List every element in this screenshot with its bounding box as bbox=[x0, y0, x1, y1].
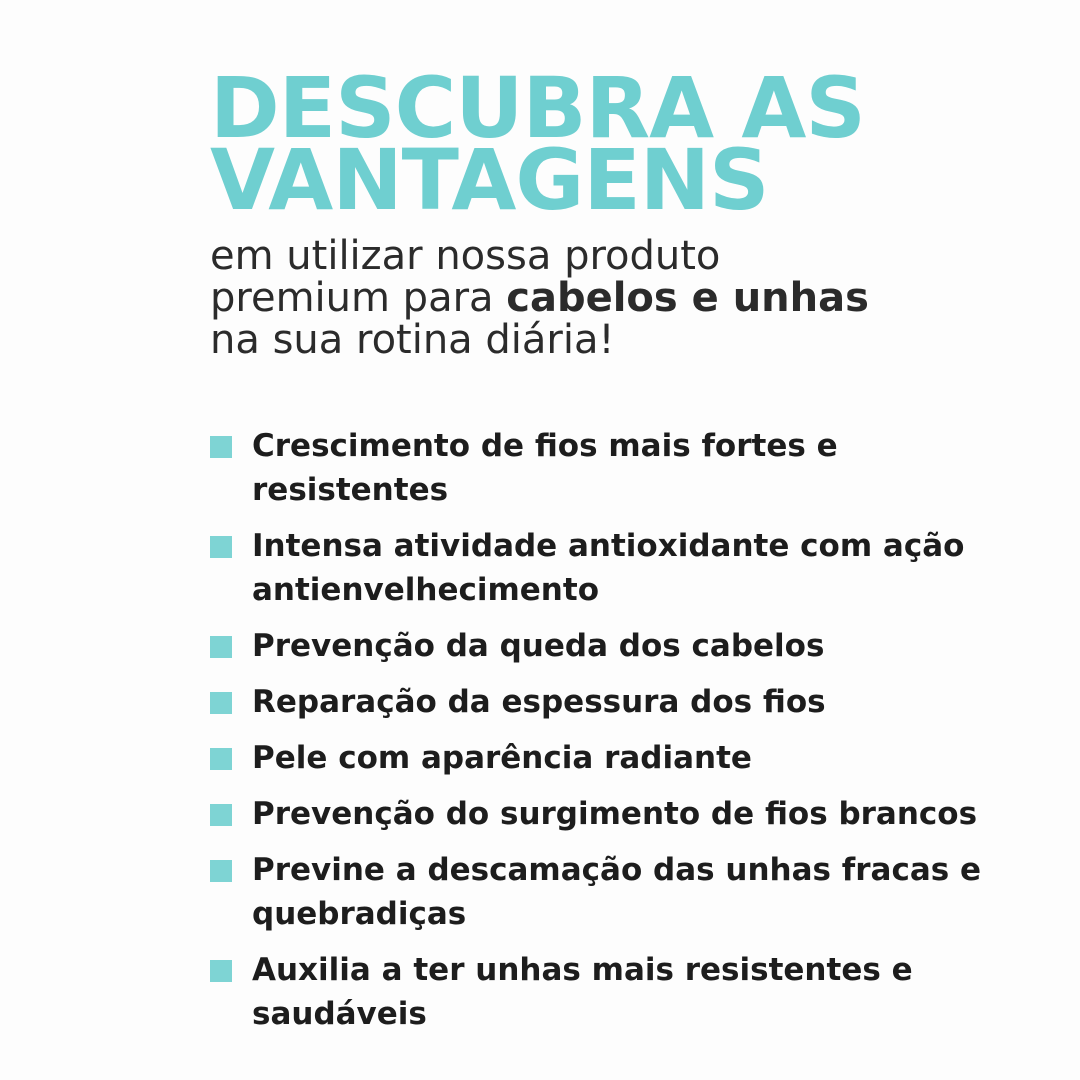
list-item bbox=[206, 948, 996, 1036]
benefits-list bbox=[206, 424, 996, 1048]
list-item-label: Reparação da espessura dos fios bbox=[252, 684, 826, 721]
square-bullet-icon bbox=[210, 860, 232, 882]
page-title bbox=[210, 59, 1030, 230]
list-item-label: Prevenção do surgimento de fios brancos bbox=[252, 796, 978, 833]
square-bullet-icon bbox=[210, 536, 232, 558]
square-bullet-icon bbox=[210, 960, 232, 982]
square-bullet-icon bbox=[210, 748, 232, 770]
subtitle bbox=[210, 233, 940, 363]
subtitle-line-1: em utilizar nossa produto bbox=[210, 233, 721, 279]
square-bullet-icon bbox=[210, 436, 232, 458]
page-title-line-1: DESCUBRA AS bbox=[210, 59, 865, 157]
subtitle-line-3: na sua rotina diária! bbox=[210, 317, 615, 363]
subtitle-line-2 bbox=[210, 275, 940, 321]
list-item bbox=[206, 624, 996, 668]
list-item-label: Pele com aparência radiante bbox=[252, 740, 752, 777]
list-item-label: Crescimento de fios mais fortes e resistentes bbox=[252, 428, 838, 509]
list-item-label: Intensa atividade antioxidante com ação antienvelhecimento bbox=[252, 528, 965, 609]
list-item bbox=[206, 792, 996, 836]
page-title-line-2: VANTAGENS bbox=[210, 131, 769, 230]
list-item bbox=[206, 424, 996, 512]
square-bullet-icon bbox=[210, 804, 232, 826]
list-item-label: Prevenção da queda dos cabelos bbox=[252, 628, 825, 665]
list-item-label: Previne a descamação das unhas fracas e quebradiças bbox=[252, 852, 982, 933]
list-item bbox=[206, 736, 996, 780]
list-item bbox=[206, 680, 996, 724]
square-bullet-icon bbox=[210, 692, 232, 714]
list-item-label: Auxilia a ter unhas mais resistentes e saudáveis bbox=[252, 952, 913, 1033]
list-item bbox=[206, 524, 996, 612]
list-item bbox=[206, 848, 996, 936]
subtitle-line-2-emphasis: cabelos e unhas bbox=[506, 275, 869, 321]
subtitle-line-2-prefix: premium para bbox=[210, 275, 507, 321]
square-bullet-icon bbox=[210, 636, 232, 658]
